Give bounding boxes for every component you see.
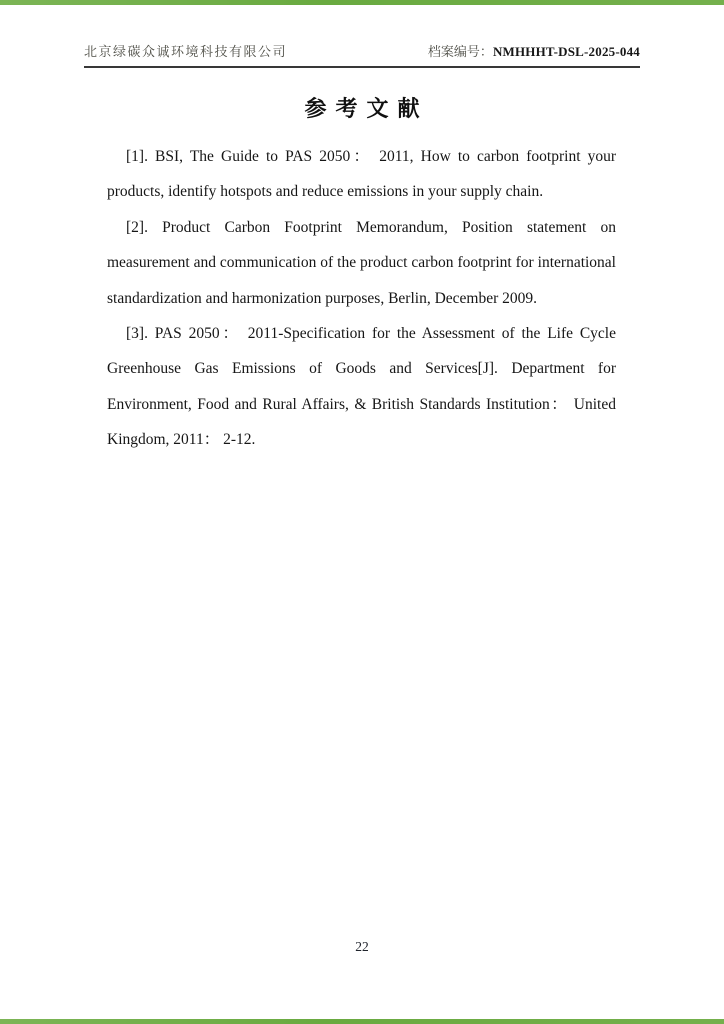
page-title: 参考文献	[304, 96, 429, 121]
page-number: 22	[355, 939, 369, 954]
references-section	[107, 139, 616, 458]
reference-item-1: [1]. BSI, The Guide to PAS 2050： 2011, How to carbon footprint your products, identify hotspots and reduce emissions in your supply chain.	[107, 148, 616, 201]
company-name: 北京绿碳众诚环境科技有限公司	[84, 44, 288, 59]
top-accent-bar	[0, 0, 724, 5]
bottom-accent-bar	[0, 1019, 724, 1024]
archive-number-label: 档案编号：	[427, 44, 493, 59]
archive-number-value: NMHHHT-DSL-2025-044	[492, 44, 640, 59]
page-header	[84, 44, 640, 68]
archive-number	[428, 44, 640, 60]
reference-item-2: [2]. Product Carbon Footprint Memorandum, Position statement on measurement and communication of the product carbon footprint for international standardization and harmonization purposes, Berlin, December 2009.	[107, 218, 616, 307]
reference-item-3: [3]. PAS 2050： 2011-Specification for the Assessment of the Life Cycle Greenhouse Gas Emissions of Goods and Services[J]. Department for Environment, Food and Rural Affairs, & British Standards Institution： United Kingdom, 2011： 2-12.	[107, 325, 616, 449]
